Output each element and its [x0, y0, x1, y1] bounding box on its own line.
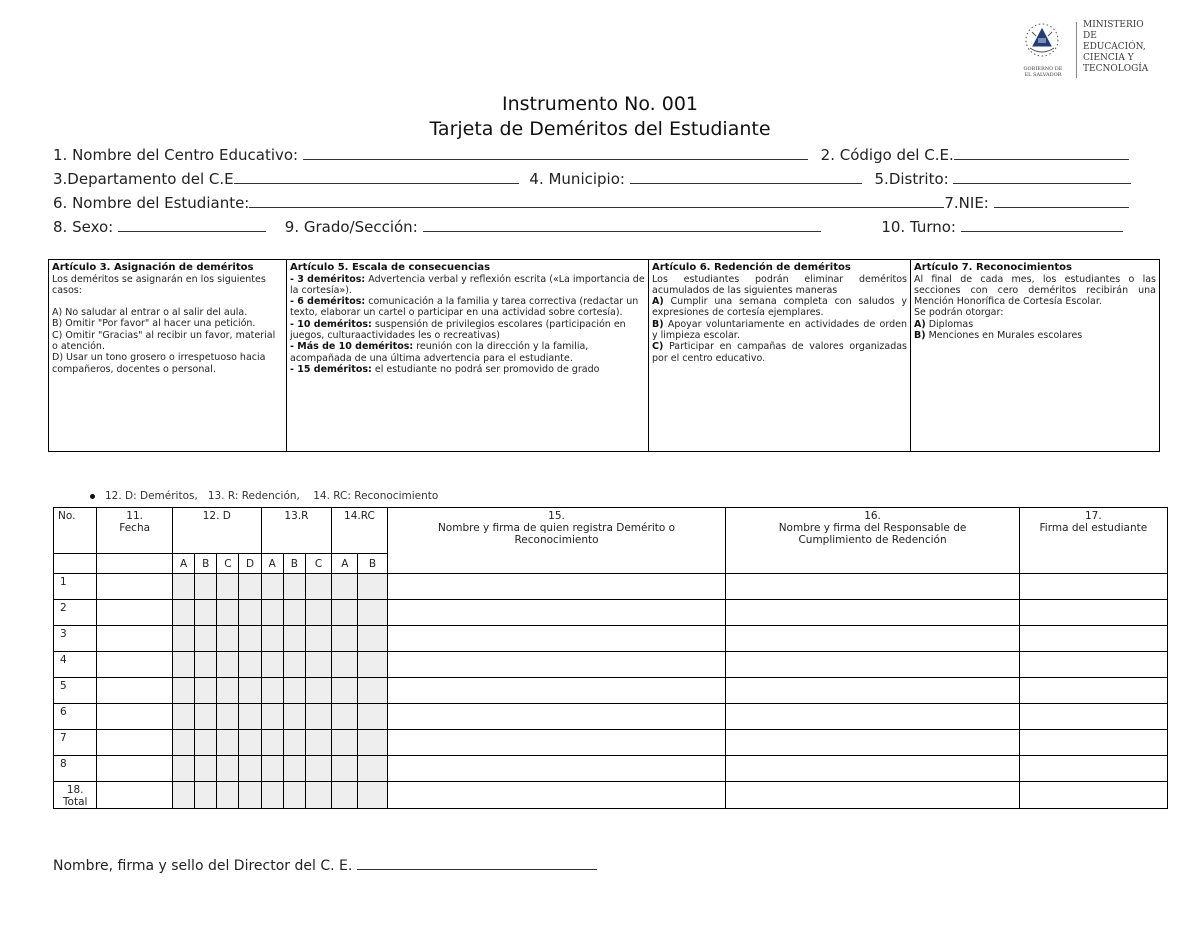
item-label: - 3 deméritos: — [290, 273, 366, 285]
ministry-line: MINISTERIO — [1083, 20, 1144, 30]
table-cell[interactable] — [195, 756, 217, 782]
rc-sub-b: B — [358, 554, 387, 574]
table-cell[interactable] — [387, 626, 726, 652]
codigo-label: 2. Código del C.E. — [820, 146, 954, 164]
table-cell[interactable] — [305, 782, 331, 809]
ministry-logo — [1012, 16, 1149, 82]
demerits-table — [53, 507, 1168, 809]
table-cell[interactable] — [332, 652, 358, 678]
col-16-number: 16. — [864, 510, 881, 522]
table-cell[interactable] — [261, 704, 283, 730]
table-cell[interactable] — [239, 782, 261, 809]
table-cell[interactable] — [283, 652, 305, 678]
centro-field[interactable] — [303, 147, 808, 160]
form-row-3 — [53, 194, 1129, 212]
d-sub-d: D — [239, 554, 261, 574]
col-15-label: Nombre y firma de quien registra Demérito o Reconocimiento — [437, 522, 676, 546]
col-rc-header: 14.RC — [332, 508, 387, 554]
col-17-header — [1019, 508, 1167, 574]
col-15-header — [387, 508, 726, 574]
table-cell[interactable] — [305, 730, 331, 756]
table-cell[interactable] — [172, 756, 194, 782]
table-cell[interactable] — [261, 652, 283, 678]
table-cell[interactable] — [305, 574, 331, 600]
article-3-item-c: C) Omitir "Gracias" al recibir un favor, material o atención. — [52, 329, 276, 352]
table-cell[interactable] — [172, 574, 194, 600]
table-cell[interactable] — [217, 704, 239, 730]
centro-label: 1. Nombre del Centro Educativo: — [53, 146, 299, 164]
table-cell[interactable] — [97, 756, 173, 782]
table-cell[interactable] — [332, 730, 358, 756]
table-cell[interactable] — [726, 652, 1019, 678]
sexo-field[interactable] — [118, 219, 266, 232]
table-cell[interactable] — [97, 574, 173, 600]
table-cell[interactable] — [1019, 756, 1167, 782]
row-number: 7 — [54, 730, 97, 756]
table-cell[interactable] — [217, 730, 239, 756]
nie-field[interactable] — [994, 195, 1129, 208]
table-cell[interactable] — [1019, 782, 1167, 809]
table-cell[interactable] — [358, 730, 387, 756]
table-cell[interactable] — [332, 704, 358, 730]
col-16-label: Nombre y firma del Responsable de Cumplimiento de Redención — [778, 522, 967, 546]
table-cell[interactable] — [283, 600, 305, 626]
item-text: comunicación a la familia y tarea correctiva (redactar un texto, elaborar un cartel o participar en una actividad sobre cortesía). — [290, 296, 639, 319]
table-cell[interactable] — [726, 756, 1019, 782]
sub-header-empty — [97, 554, 173, 574]
row-number: 2 — [54, 600, 97, 626]
table-cell[interactable] — [305, 626, 331, 652]
item-label: C) — [652, 341, 664, 353]
sub-header-empty — [54, 554, 97, 574]
col-fecha-header — [97, 508, 173, 554]
gov-line: EL SALVADOR — [1024, 72, 1062, 78]
table-cell[interactable] — [172, 678, 194, 704]
departamento-field[interactable] — [234, 171, 519, 184]
item-text: Cumplir una semana completa con saludos y expresiones de cortesía ejemplares. — [652, 296, 907, 319]
table-cell[interactable] — [1019, 704, 1167, 730]
table-cell[interactable] — [195, 626, 217, 652]
rc-sub-a: A — [332, 554, 358, 574]
table-cell[interactable] — [283, 704, 305, 730]
r-sub-a: A — [261, 554, 283, 574]
document-title: Instrumento No. 001 — [501, 93, 699, 115]
col-r-header: 13.R — [261, 508, 332, 554]
director-label: Nombre, firma y sello del Director del C. E. — [53, 858, 353, 874]
item-text: Menciones en Murales escolares — [925, 329, 1083, 341]
table-cell[interactable] — [195, 730, 217, 756]
article-6-title: Artículo 6. Redención de deméritos — [652, 262, 851, 273]
table-cell[interactable] — [261, 600, 283, 626]
table-cell[interactable] — [283, 574, 305, 600]
table-cell[interactable] — [726, 574, 1019, 600]
table-cell[interactable] — [305, 600, 331, 626]
table-cell[interactable] — [1019, 678, 1167, 704]
table-cell[interactable] — [261, 678, 283, 704]
sexo-label: 8. Sexo: — [53, 218, 114, 236]
article-5-item — [290, 274, 645, 297]
table-cell[interactable] — [726, 730, 1019, 756]
item-label: - 6 deméritos: — [290, 296, 366, 308]
col-17-number: 17. — [1085, 510, 1102, 522]
table-cell[interactable] — [1019, 652, 1167, 678]
table-cell[interactable] — [726, 600, 1019, 626]
table-cell[interactable] — [332, 574, 358, 600]
ministry-line: DE EDUCACIÓN, — [1083, 31, 1146, 52]
col-fecha-number: 11. — [126, 510, 143, 522]
article-5-item — [290, 319, 645, 342]
table-cell[interactable] — [217, 626, 239, 652]
row-number: 3 — [54, 626, 97, 652]
article-6 — [648, 260, 910, 451]
legend — [90, 490, 438, 503]
table-cell[interactable] — [217, 678, 239, 704]
table-cell[interactable] — [283, 678, 305, 704]
table-cell[interactable] — [195, 782, 217, 809]
table-cell[interactable] — [195, 652, 217, 678]
table-cell[interactable] — [387, 600, 726, 626]
d-sub-a: A — [172, 554, 194, 574]
table-cell[interactable] — [387, 730, 726, 756]
item-label: - Más de 10 deméritos: — [290, 341, 414, 353]
table-cell[interactable] — [332, 782, 358, 809]
table-cell[interactable] — [172, 730, 194, 756]
item-text: Participar en campañas de valores organizadas por el centro educativo. — [652, 341, 907, 364]
table-cell[interactable] — [726, 626, 1019, 652]
form-row-1 — [53, 146, 1129, 164]
table-row — [54, 678, 1168, 704]
table-cell[interactable] — [195, 600, 217, 626]
total-row — [54, 782, 1168, 809]
item-label: B) — [914, 329, 926, 341]
table-cell[interactable] — [97, 652, 173, 678]
table-cell[interactable] — [97, 730, 173, 756]
table-cell[interactable] — [172, 600, 194, 626]
table-row — [54, 574, 1168, 600]
distrito-field[interactable] — [953, 171, 1131, 184]
table-cell[interactable] — [283, 626, 305, 652]
form-row-2 — [53, 170, 1131, 188]
item-text: el estudiante no podrá ser promovido de grado — [371, 363, 600, 375]
grado-field[interactable] — [423, 219, 821, 232]
article-6-item — [652, 296, 907, 319]
municipio-field[interactable] — [630, 171, 862, 184]
table-cell[interactable] — [305, 756, 331, 782]
table-cell[interactable] — [239, 652, 261, 678]
article-5-item — [290, 364, 645, 375]
table-body — [54, 574, 1168, 809]
table-cell[interactable] — [217, 756, 239, 782]
item-text: Diplomas — [925, 318, 974, 330]
col-no-header: No. — [54, 508, 97, 554]
table-cell[interactable] — [239, 600, 261, 626]
table-cell[interactable] — [387, 652, 726, 678]
article-5 — [286, 260, 648, 451]
article-3-intro: Los deméritos se asignarán en los siguientes casos: — [52, 273, 266, 296]
table-cell[interactable] — [332, 678, 358, 704]
bullet-icon — [90, 494, 95, 499]
col-17-label: Firma del estudiante — [1039, 522, 1148, 534]
table-row — [54, 730, 1168, 756]
distrito-label: 5.Distrito: — [874, 170, 949, 188]
table-row — [54, 600, 1168, 626]
table-cell[interactable] — [358, 574, 387, 600]
item-text: suspensión de privilegios escolares (participación en juegos, culturaactividades les o recreativas) — [290, 318, 626, 341]
table-cell[interactable] — [217, 600, 239, 626]
table-cell[interactable] — [217, 782, 239, 809]
table-cell[interactable] — [97, 782, 173, 809]
table-cell[interactable] — [305, 678, 331, 704]
table-cell[interactable] — [97, 626, 173, 652]
item-text: Advertencia verbal y reflexión escrita («La importancia de la cortesía»). — [290, 273, 645, 296]
table-cell[interactable] — [283, 782, 305, 809]
article-7-intro: Al final de cada mes, los estudiantes o las secciones con cero deméritos recibirán una Mención Honorífica de Cortesía Escolar. — [914, 273, 1156, 308]
table-cell[interactable] — [239, 730, 261, 756]
table-cell[interactable] — [172, 782, 194, 809]
table-cell[interactable] — [239, 678, 261, 704]
form-row-4 — [53, 218, 1123, 236]
table-cell[interactable] — [726, 704, 1019, 730]
item-text: Apoyar voluntariamente en actividades de orden y limpieza escolar. — [652, 318, 907, 341]
table-cell[interactable] — [387, 782, 726, 809]
article-5-item — [290, 296, 645, 319]
ministry-line: TECNOLOGÍA — [1083, 64, 1149, 74]
table-row — [54, 652, 1168, 678]
table-cell[interactable] — [239, 626, 261, 652]
r-sub-c: C — [305, 554, 331, 574]
gov-label — [1012, 66, 1074, 78]
row-number: 6 — [54, 704, 97, 730]
article-5-item — [290, 341, 645, 364]
table-cell[interactable] — [1019, 730, 1167, 756]
table-cell[interactable] — [358, 600, 387, 626]
table-cell[interactable] — [239, 574, 261, 600]
item-label: - 15 deméritos: — [290, 363, 372, 375]
table-cell[interactable] — [172, 704, 194, 730]
table-cell[interactable] — [358, 652, 387, 678]
article-7-title: Artículo 7. Reconocimientos — [914, 262, 1072, 273]
table-row — [54, 704, 1168, 730]
article-3-item-a: A) No saludar al entrar o al salir del aula. — [52, 307, 248, 319]
item-text: reunión con la dirección y la familia, acompañada de una última advertencia para el estudiante. — [290, 341, 589, 364]
table-cell[interactable] — [261, 730, 283, 756]
table-cell[interactable] — [283, 756, 305, 782]
codigo-field[interactable] — [954, 147, 1129, 160]
director-signature-field[interactable] — [357, 857, 597, 870]
table-cell[interactable] — [358, 756, 387, 782]
table-cell[interactable] — [387, 574, 726, 600]
table-row — [54, 756, 1168, 782]
nie-label: 7.NIE: — [944, 194, 989, 212]
turno-field[interactable] — [961, 219, 1123, 232]
grado-label: 9. Grado/Sección: — [284, 218, 418, 236]
table-cell[interactable] — [97, 678, 173, 704]
table-cell[interactable] — [261, 756, 283, 782]
table-cell[interactable] — [358, 782, 387, 809]
item-label: A) — [914, 318, 926, 330]
item-label: - 10 deméritos: — [290, 318, 372, 330]
estudiante-label: 6. Nombre del Estudiante: — [53, 194, 250, 212]
table-cell[interactable] — [332, 626, 358, 652]
col-fecha-label: Fecha — [119, 522, 151, 534]
d-sub-b: B — [195, 554, 217, 574]
col-d-header: 12. D — [172, 508, 261, 554]
row-number: 4 — [54, 652, 97, 678]
row-number: 5 — [54, 678, 97, 704]
director-signature-row — [53, 857, 597, 875]
d-sub-c: C — [217, 554, 239, 574]
table-cell[interactable] — [172, 626, 194, 652]
table-cell[interactable] — [97, 704, 173, 730]
table-cell[interactable] — [726, 678, 1019, 704]
row-number: 1 — [54, 574, 97, 600]
table-cell[interactable] — [726, 782, 1019, 809]
article-7-item — [914, 330, 1156, 341]
article-5-title: Artículo 5. Escala de consecuencias — [290, 262, 491, 273]
municipio-label: 4. Municipio: — [529, 170, 625, 188]
document-subtitle: Tarjeta de Deméritos del Estudiante — [429, 118, 771, 140]
table-cell[interactable] — [387, 678, 726, 704]
table-cell[interactable] — [239, 756, 261, 782]
table-cell[interactable] — [305, 652, 331, 678]
ministry-name — [1075, 20, 1155, 75]
table-cell[interactable] — [387, 756, 726, 782]
table-cell[interactable] — [332, 756, 358, 782]
table-cell[interactable] — [358, 704, 387, 730]
table-cell[interactable] — [332, 600, 358, 626]
gov-line: GOBIERNO DE — [1023, 66, 1063, 72]
total-label: 18. Total — [54, 782, 97, 809]
table-cell[interactable] — [305, 704, 331, 730]
table-cell[interactable] — [195, 704, 217, 730]
r-sub-b: B — [283, 554, 305, 574]
col-16-header — [726, 508, 1019, 574]
row-number: 8 — [54, 756, 97, 782]
table-cell[interactable] — [358, 678, 387, 704]
estudiante-field[interactable] — [249, 195, 944, 208]
table-cell[interactable] — [217, 574, 239, 600]
article-3-item-b: B) Omitir "Por favor" al hacer una petición. — [52, 318, 256, 330]
article-3 — [49, 260, 286, 451]
ministry-line: CIENCIA Y — [1083, 53, 1134, 63]
item-label: B) — [652, 318, 664, 330]
table-cell[interactable] — [387, 704, 726, 730]
table-cell[interactable] — [195, 678, 217, 704]
table-row — [54, 626, 1168, 652]
col-15-number: 15. — [548, 510, 565, 522]
table-cell[interactable] — [1019, 626, 1167, 652]
table-cell[interactable] — [261, 574, 283, 600]
article-7-item — [914, 319, 1156, 330]
article-3-item-d: D) Usar un tono grosero o irrespetuoso hacia compañeros, docentes o personal. — [52, 352, 266, 375]
table-cell[interactable] — [195, 574, 217, 600]
legend-text: 12. D: Deméritos, 13. R: Redención, 14. RC: Reconocimiento — [105, 490, 439, 502]
table-cell[interactable] — [1019, 574, 1167, 600]
table-cell[interactable] — [1019, 600, 1167, 626]
article-7 — [910, 260, 1159, 451]
table-cell[interactable] — [172, 652, 194, 678]
table-cell[interactable] — [358, 626, 387, 652]
turno-label: 10. Turno: — [881, 218, 956, 236]
table-cell[interactable] — [239, 704, 261, 730]
articles-box — [48, 259, 1160, 452]
departamento-label: 3.Departamento del C.E — [53, 170, 234, 188]
article-6-item — [652, 341, 907, 364]
article-6-item — [652, 319, 907, 342]
table-cell[interactable] — [261, 782, 283, 809]
article-7-otorgar: Se podrán otorgar: — [914, 307, 1004, 319]
article-6-intro: Los estudiantes podrán eliminar deméritos acumulados de las siguientes maneras — [652, 273, 907, 296]
item-label: A) — [652, 296, 664, 308]
table-cell[interactable] — [97, 600, 173, 626]
article-3-title: Artículo 3. Asignación de deméritos — [52, 262, 254, 273]
table-cell[interactable] — [283, 730, 305, 756]
table-cell[interactable] — [261, 626, 283, 652]
table-cell[interactable] — [217, 652, 239, 678]
